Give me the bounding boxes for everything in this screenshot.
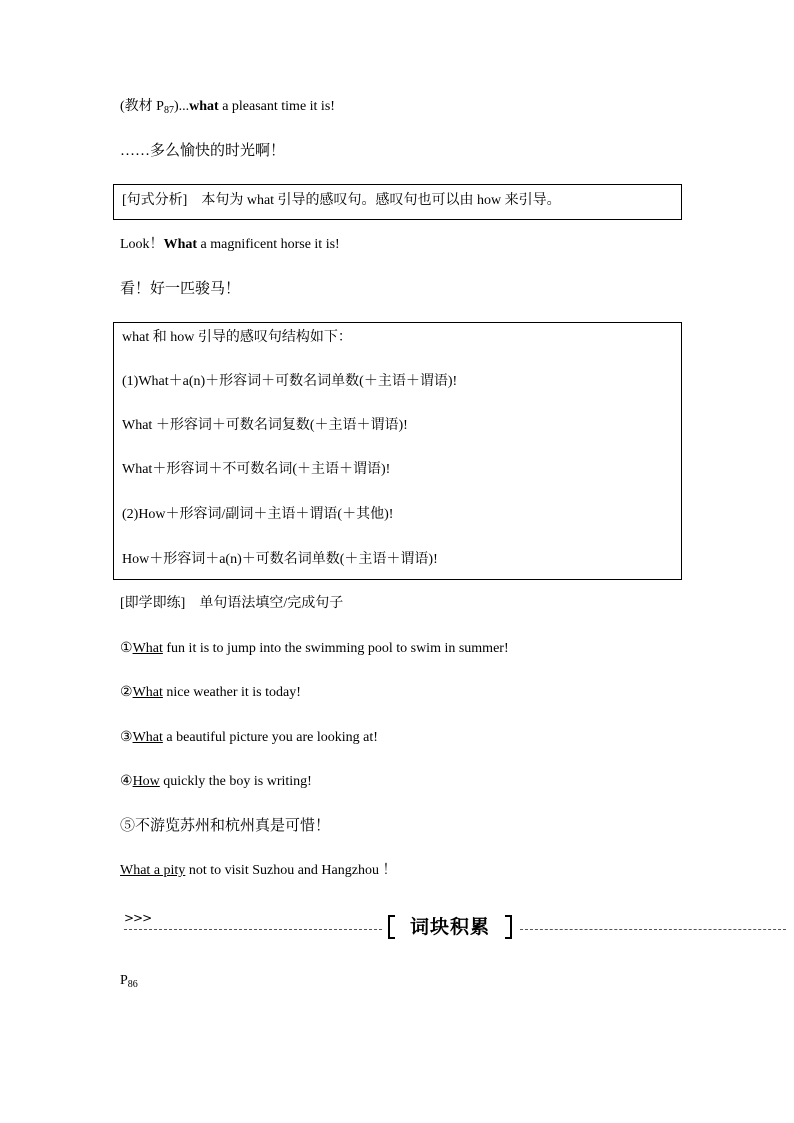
structure-line: what 和 how 引导的感叹句结构如下：	[122, 330, 352, 345]
bracket-right	[505, 915, 512, 939]
page-ref: $P_{86}$	[120, 973, 138, 990]
practice-item-5-prompt: ⑤不游览苏州和杭州真是可惜！	[120, 818, 331, 834]
section-title: 词块积累	[409, 916, 490, 938]
practice-title: 单句语法填空/完成句子	[199, 596, 344, 611]
practice-item-5-answer-line: What a pity not to visit Suzhou and Hangzhou ！	[120, 863, 397, 878]
analysis-label: [句式分析]	[122, 193, 188, 208]
answer: What	[132, 685, 163, 700]
practice-item: ②What nice weather it is today!	[120, 685, 301, 700]
structure-line: What＋形容词＋不可数名词(＋主语＋谓语)!	[122, 462, 391, 477]
analysis-box	[113, 184, 682, 220]
source-translation: ……多么愉快的时光啊！	[120, 143, 286, 159]
practice-heading	[120, 595, 343, 613]
answer: What a pity	[120, 863, 186, 878]
structure-box	[113, 322, 682, 580]
answer: What	[132, 730, 163, 745]
source-line: (教材 $P_{87})...what$ a pleasant time it is!	[120, 99, 335, 116]
structure-line: What ＋形容词＋可数名词复数(＋主语＋谓语)!	[122, 418, 408, 433]
divider-left	[124, 929, 382, 930]
structure-line: (2)How＋形容词/副词＋主语＋谓语(＋其他)!	[122, 507, 394, 522]
divider-right	[520, 929, 786, 930]
practice-item: ①What fun it is to jump into the swimming pool to swim in summer!	[120, 641, 509, 656]
example-sentence: Look！What a magnificent horse it is!	[120, 237, 340, 252]
answer: How	[132, 774, 160, 789]
analysis-text: [句式分析] 本句为 what 引导的感叹句。感叹句也可以由 how 来引导。	[122, 193, 561, 208]
example-translation: 看！好一匹骏马！	[120, 281, 241, 297]
practice-label: [即学即练]	[120, 596, 186, 611]
structure-line: How＋形容词＋a(n)＋可数名词单数(＋主语＋谓语)!	[122, 552, 438, 567]
practice-item: ④How quickly the boy is writing!	[120, 774, 312, 789]
practice-item: ③What a beautiful picture you are looking at!	[120, 730, 378, 745]
section-arrows: >>>	[124, 911, 152, 925]
structure-line: (1)What＋a(n)＋形容词＋可数名词单数(＋主语＋谓语)!	[122, 374, 458, 389]
answer: What	[132, 641, 163, 656]
